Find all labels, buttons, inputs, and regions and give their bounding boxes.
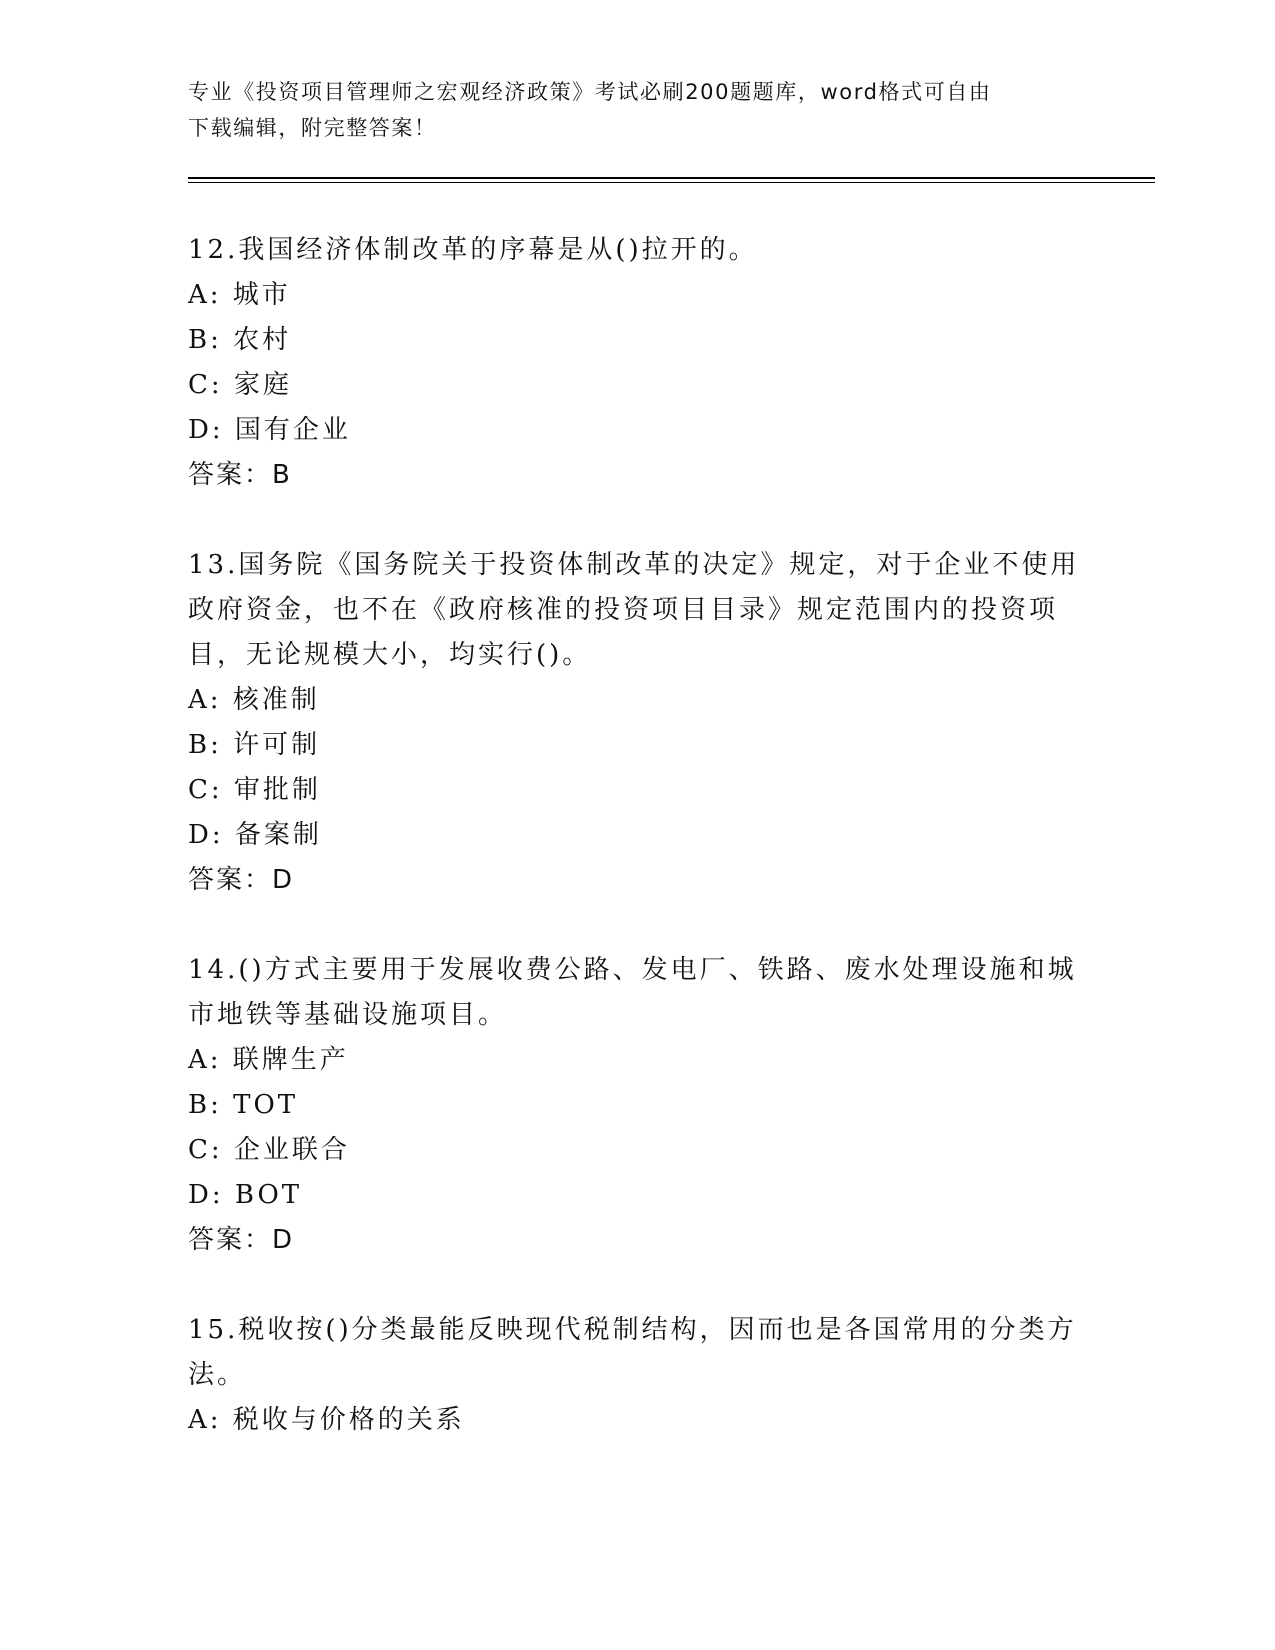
option-d: D: BOT <box>188 1180 303 1210</box>
option-a: A: 核准制 <box>188 685 320 715</box>
option-c: C: 审批制 <box>188 775 321 805</box>
question-list <box>188 228 1088 1488</box>
option-c: C: 家庭 <box>188 370 292 400</box>
question-stem: 12.我国经济体制改革的序幕是从()拉开的。 <box>188 235 758 265</box>
question-stem-line-1: 13.国务院《国务院关于投资体制改革的决定》规定，对于企业不使用 <box>188 550 1080 580</box>
option-a: A: 税收与价格的关系 <box>188 1405 465 1435</box>
question-stem-line-1: 14.()方式主要用于发展收费公路、发电厂、铁路、废水处理设施和城 <box>188 955 1077 985</box>
option-c: C: 企业联合 <box>188 1135 350 1165</box>
option-b: B: TOT <box>188 1090 299 1120</box>
document-header <box>188 74 1078 146</box>
option-a: A: 城市 <box>188 280 291 310</box>
question-12 <box>188 228 1088 498</box>
question-stem-line-2: 市地铁等基础设施项目。 <box>188 1000 508 1030</box>
option-b: B: 农村 <box>188 325 292 355</box>
answer: 答案：D <box>188 865 295 895</box>
question-15 <box>188 1308 1088 1443</box>
header-divider-thick <box>188 177 1155 179</box>
option-b: B: 许可制 <box>188 730 321 760</box>
question-stem-line-1: 15.税收按()分类最能反映现代税制结构，因而也是各国常用的分类方 <box>188 1315 1077 1345</box>
option-a: A: 联牌生产 <box>188 1045 349 1075</box>
header-line-1: 专业《投资项目管理师之宏观经济政策》考试必刷200题题库，word格式可自由 <box>188 80 992 104</box>
question-stem-line-3: 目，无论规模大小，均实行()。 <box>188 640 592 670</box>
question-13 <box>188 543 1088 903</box>
answer: 答案：B <box>188 460 292 490</box>
header-line-2: 下载编辑，附完整答案！ <box>188 116 437 140</box>
header-divider-thin <box>188 182 1155 183</box>
question-14 <box>188 948 1088 1263</box>
option-d: D: 国有企业 <box>188 415 351 445</box>
question-stem-line-2: 法。 <box>188 1360 247 1390</box>
answer: 答案：D <box>188 1225 295 1255</box>
option-d: D: 备案制 <box>188 820 322 850</box>
question-stem-line-2: 政府资金，也不在《政府核准的投资项目目录》规定范围内的投资项 <box>188 595 1059 625</box>
